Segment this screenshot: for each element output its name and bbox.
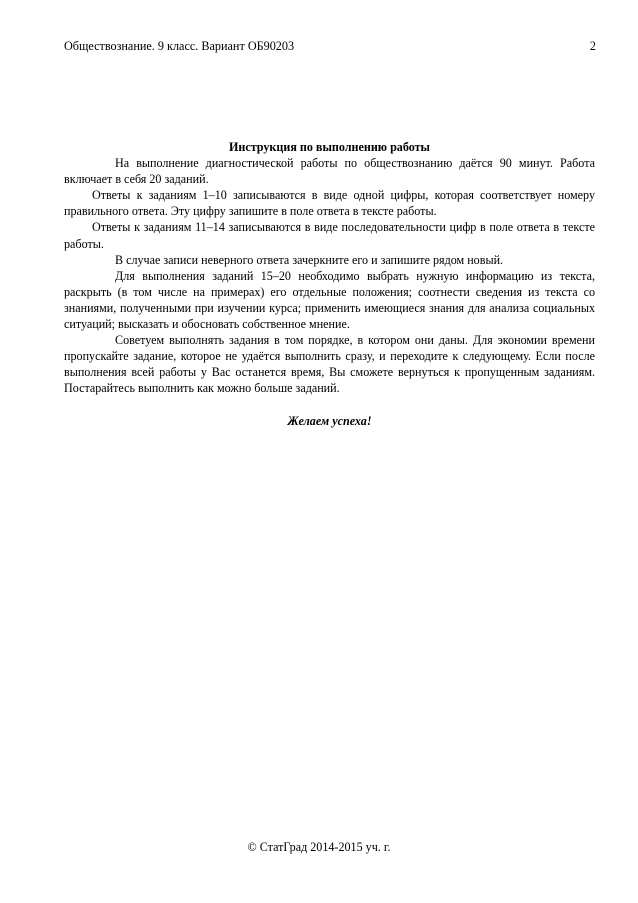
instruction-paragraph-time: На выполнение диагностической работы по обществознанию даётся 90 минут. Работа включает в себя 20 заданий. <box>64 156 595 187</box>
instruction-paragraph-tasks-11-14: Ответы к заданиям 11–14 записываются в виде последовательности цифр в поле ответа в тексте работы. <box>64 220 595 251</box>
instruction-paragraph-advice: Советуем выполнять задания в том порядке, в котором они даны. Для экономии времени пропускайте задание, которое не удаётся выполнить сразу, и переходите к следующему. Если после выполнения всей работы у Вас останется время, Вы сможете вернуться к пропущенным заданиям. Постарайтесь выполнить как можно больше заданий. <box>64 333 595 396</box>
instruction-paragraph-wrong-answer: В случае записи неверного ответа зачеркните его и запишите рядом новый. <box>115 252 504 267</box>
instruction-section <box>64 139 595 429</box>
instruction-paragraph-tasks-1-10: Ответы к заданиям 1–10 записываются в виде одной цифры, которая соответствует номеру правильного ответа. Эту цифру запишите в поле ответа в тексте работы. <box>64 188 595 219</box>
header-title: Обществознание. 9 класс. Вариант ОБ90203 <box>64 39 295 53</box>
page-number: 2 <box>589 39 596 53</box>
footer-copyright: © СтатГрад 2014-2015 уч. г. <box>247 840 391 854</box>
page-header <box>64 38 596 54</box>
closing-wish: Желаем успеха! <box>287 413 372 428</box>
instruction-title: Инструкция по выполнению работы <box>228 140 431 154</box>
instruction-paragraph-tasks-15-20: Для выполнения заданий 15–20 необходимо выбрать нужную информацию из текста, раскрыть (в том числе на примерах) его отдельные положения; соотнести сведения из текста со знаниями, полученными при изучении курса; применить имеющиеся знания для анализа социальных ситуаций; высказать и обосновать собственное мнение. <box>64 268 595 332</box>
page-footer <box>0 839 638 855</box>
